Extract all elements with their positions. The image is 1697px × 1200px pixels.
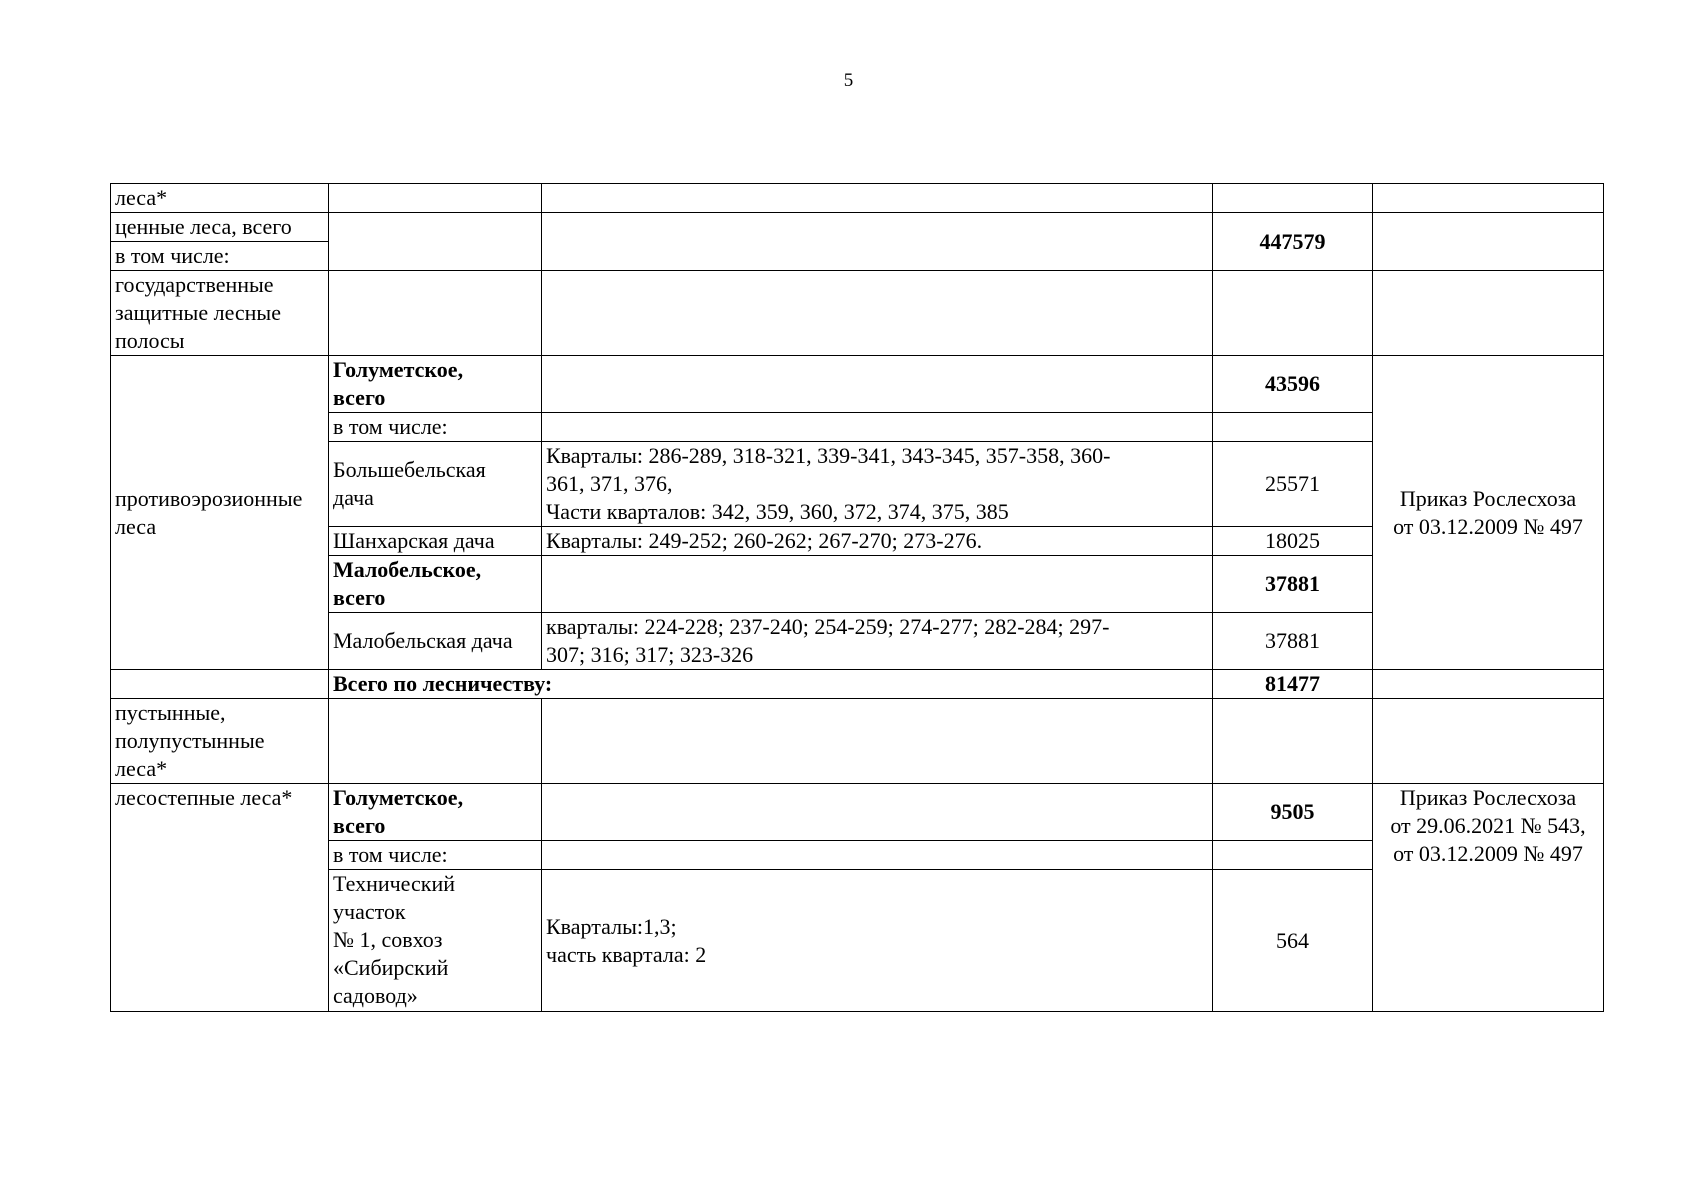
quarters-cell: [542, 841, 1213, 870]
forestry-cell: [329, 184, 542, 213]
quarters-cell: Кварталы: 249-252; 260-262; 267-270; 273-276.: [542, 527, 1213, 556]
forestry-cell: Малобельское, всего: [329, 556, 542, 613]
forestry-cell: [329, 271, 542, 356]
quarters-cell: [542, 556, 1213, 613]
total-area: 81477: [1213, 670, 1373, 699]
forestry-cell: Большебельская дача: [329, 442, 542, 527]
category-cell: государственные защитные лесные полосы: [111, 271, 329, 356]
document-cell: Приказ Рослесхоза от 29.06.2021 № 543, от 03.12.2009 № 497: [1373, 784, 1604, 1012]
document-cell: [1373, 213, 1604, 271]
document-cell: [1373, 271, 1604, 356]
table-row: [111, 699, 1604, 784]
category-cell: леса*: [111, 184, 329, 213]
area-cell: [1213, 271, 1373, 356]
quarters-cell: кварталы: 224-228; 237-240; 254-259; 274-277; 282-284; 297- 307; 316; 317; 323-326: [542, 613, 1213, 670]
category-cell: в том числе:: [111, 242, 329, 271]
area-cell: 564: [1213, 870, 1373, 1012]
area-cell: [1213, 184, 1373, 213]
table-row: [111, 271, 1604, 356]
forestry-cell: Технический участок № 1, совхоз «Сибирский садовод»: [329, 870, 542, 1012]
forestry-cell: [329, 699, 542, 784]
forestry-cell: Малобельская дача: [329, 613, 542, 670]
forestry-cell: Шанхарская дача: [329, 527, 542, 556]
area-cell: 43596: [1213, 356, 1373, 413]
quarters-cell: [542, 784, 1213, 841]
quarters-cell: [542, 413, 1213, 442]
quarters-cell: Кварталы:1,3; часть квартала: 2: [542, 870, 1213, 1012]
area-cell: 37881: [1213, 556, 1373, 613]
area-cell: 37881: [1213, 613, 1373, 670]
area-cell: 18025: [1213, 527, 1373, 556]
quarters-cell: [542, 699, 1213, 784]
table-row: [111, 184, 1604, 213]
category-cell: пустынные, полупустынные леса*: [111, 699, 329, 784]
category-cell: противоэрозионные леса: [111, 356, 329, 670]
total-row: [111, 670, 1604, 699]
document-cell: Приказ Рослесхоза от 03.12.2009 № 497: [1373, 356, 1604, 670]
forestry-cell: в том числе:: [329, 841, 542, 870]
area-cell: [1213, 841, 1373, 870]
table-row: [111, 356, 1604, 413]
quarters-cell: Кварталы: 286-289, 318-321, 339-341, 343-345, 357-358, 360- 361, 371, 376, Части кварталов: 342, 359, 360, 372, 374, 375, 385: [542, 442, 1213, 527]
area-cell: [1213, 413, 1373, 442]
document-cell: [1373, 184, 1604, 213]
total-label: Всего по лесничеству:: [329, 670, 1213, 699]
document-cell: [1373, 670, 1604, 699]
forestry-cell: в том числе:: [329, 413, 542, 442]
forestry-cell: Голуметское, всего: [329, 356, 542, 413]
quarters-cell: [542, 184, 1213, 213]
area-cell: 9505: [1213, 784, 1373, 841]
forest-table: [110, 183, 1604, 1012]
page-number: 5: [843, 70, 854, 91]
category-cell: [111, 670, 329, 699]
area-cell: 447579: [1213, 213, 1373, 271]
quarters-cell: [542, 271, 1213, 356]
quarters-cell: [542, 356, 1213, 413]
document-cell: [1373, 699, 1604, 784]
forestry-cell: Голуметское, всего: [329, 784, 542, 841]
category-cell: лесостепные леса*: [111, 784, 329, 1012]
category-cell: ценные леса, всего: [111, 213, 329, 242]
quarters-cell: [542, 213, 1213, 271]
area-cell: 25571: [1213, 442, 1373, 527]
table-row: [111, 784, 1604, 841]
forestry-cell: [329, 213, 542, 271]
table-row: [111, 213, 1604, 242]
area-cell: [1213, 699, 1373, 784]
